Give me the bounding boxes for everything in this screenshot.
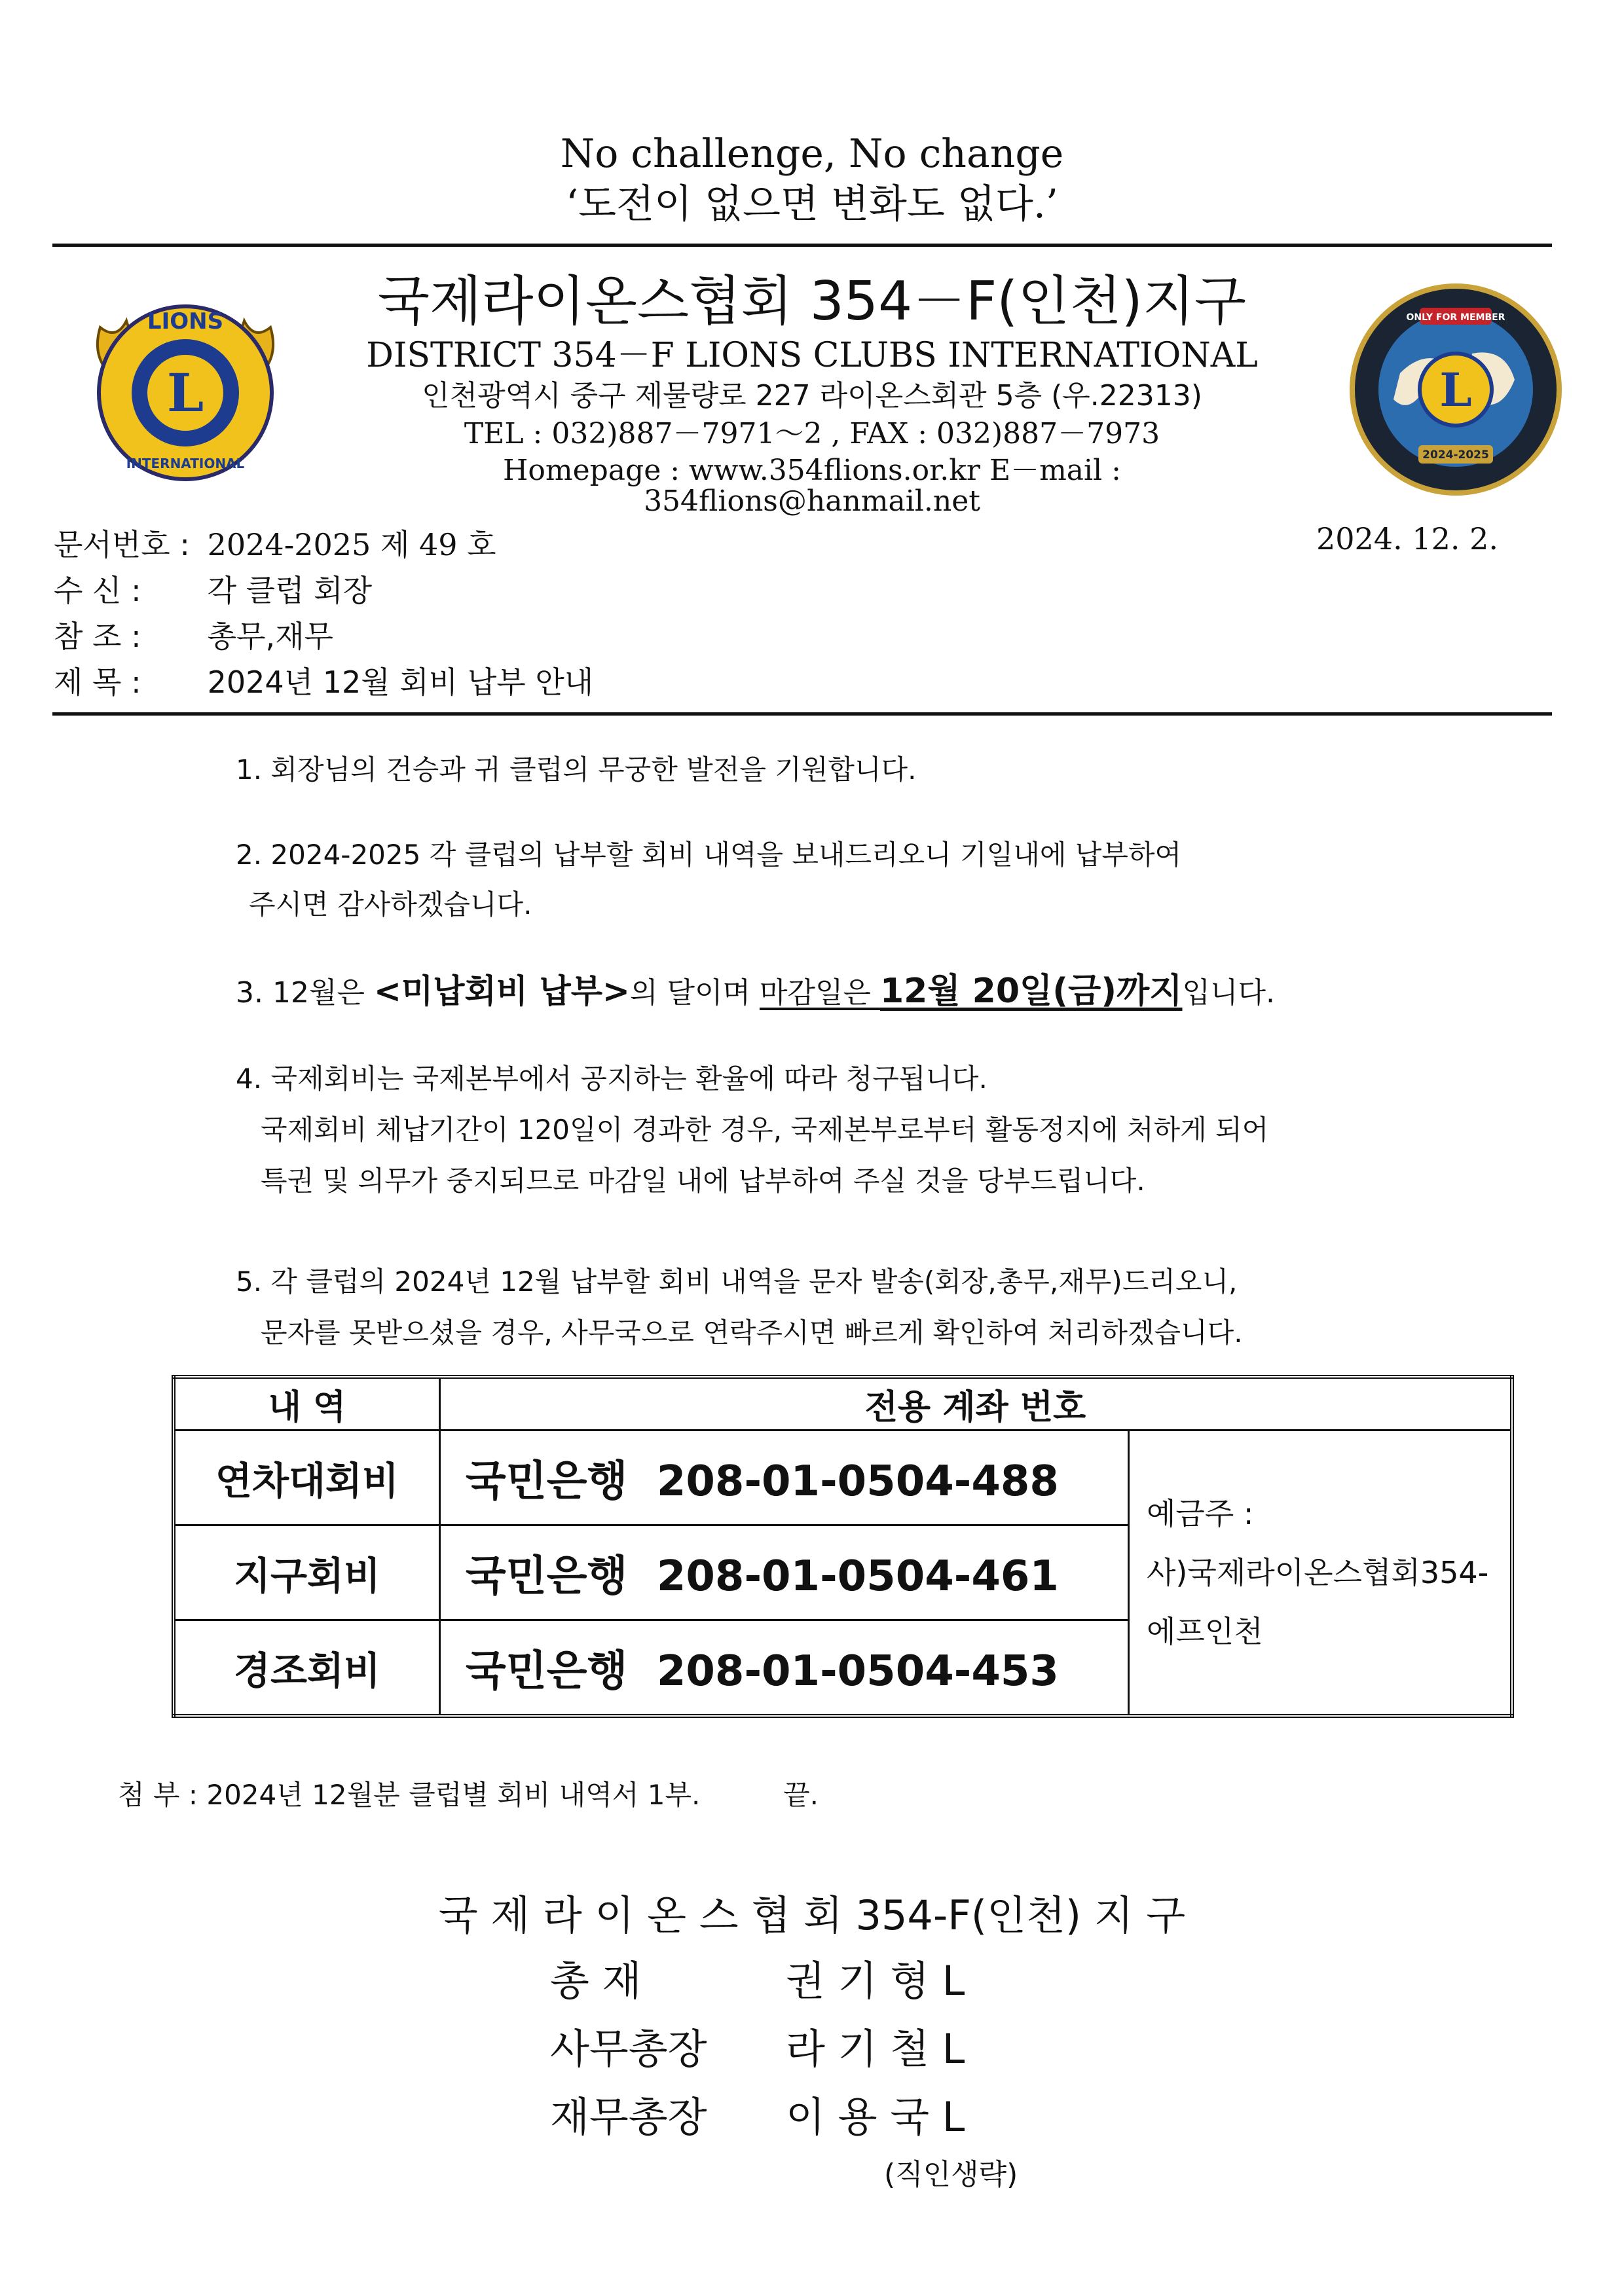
paragraph-3-deadline-label: 마감일은 bbox=[759, 976, 880, 1010]
bank-name: 국민은행 bbox=[466, 1457, 628, 1506]
doc-number-label: 문서번호 : bbox=[54, 527, 190, 562]
header-item: 내 역 bbox=[174, 1377, 440, 1430]
subject-row bbox=[54, 659, 593, 702]
paragraph-4-line-2: 국제회비 체납기간이 120일이 경과한 경우, 국제본부로부터 활동정지에 처하게 되어 bbox=[261, 1114, 1269, 1146]
header-divider bbox=[52, 712, 1552, 716]
paragraph-5-line-2: 문자를 못받으셨을 경우, 사무국으로 연락주시면 빠르게 확인하여 처리하겠습니다. bbox=[261, 1317, 1243, 1349]
account-item: 연차대회비 bbox=[174, 1430, 440, 1525]
org-email: 354flions@hanmail.net bbox=[644, 484, 980, 518]
paragraph-1: 1. 회장님의 건승과 귀 클럽의 무궁한 발전을 기원합니다. bbox=[236, 754, 917, 786]
account-number-cell bbox=[440, 1620, 1129, 1717]
paragraph-4-line-3: 특권 및 의무가 중지되므로 마감일 내에 납부하여 주실 것을 당부드립니다. bbox=[261, 1165, 1145, 1197]
district-member-seal-logo bbox=[1348, 282, 1564, 498]
signature-title: 사무총장 bbox=[550, 2025, 707, 2073]
paragraph-3-suffix: 입니다. bbox=[1182, 976, 1275, 1010]
seal-omitted-note: (직인생략) bbox=[884, 2158, 1018, 2191]
paragraph-2-line-2: 주시면 감사하겠습니다. bbox=[249, 888, 532, 920]
recipient-label: 수 신 : bbox=[54, 573, 141, 608]
slogan-korean: ‘도전이 없으면 변화도 없다.’ bbox=[566, 181, 1058, 227]
signature-name: 라 기 철 L bbox=[786, 2025, 965, 2073]
account-number: 208-01-0504-453 bbox=[656, 1647, 1059, 1696]
org-name-english: DISTRICT 354－F LIONS CLUBS INTERNATIONAL bbox=[366, 336, 1258, 375]
paragraph-3-emphasis: <미납회비 납부> bbox=[373, 972, 630, 1010]
recipient-row bbox=[54, 567, 372, 610]
paragraph-3-prefix: 3. 12월은 bbox=[236, 976, 374, 1010]
signature-title: 재무총장 bbox=[550, 2093, 707, 2141]
doc-number-row bbox=[54, 521, 496, 564]
paragraph-3-deadline: 12월 20일(금)까지 bbox=[879, 972, 1183, 1011]
signature-org: 국 제 라 이 온 스 협 회 354-F(인천) 지 구 bbox=[438, 1891, 1186, 1939]
holder-name-line-2: 에프인천 bbox=[1147, 1614, 1263, 1649]
doc-number: 2024-2025 제 49 호 bbox=[207, 527, 496, 562]
recipient: 각 클럽 회장 bbox=[207, 573, 373, 608]
account-holder-cell bbox=[1129, 1430, 1513, 1717]
svg-text:L: L bbox=[166, 362, 204, 424]
bank-name: 국민은행 bbox=[466, 1647, 628, 1696]
paragraph-4-line-1: 4. 국제회비는 국제본부에서 공지하는 환율에 따라 청구됩니다. bbox=[236, 1063, 987, 1095]
account-number: 208-01-0504-488 bbox=[656, 1457, 1059, 1506]
doc-date: 2024. 12. 2. bbox=[1316, 521, 1498, 556]
account-item: 지구회비 bbox=[174, 1525, 440, 1620]
svg-text:L: L bbox=[1439, 363, 1472, 417]
attachment-row bbox=[118, 1772, 819, 1819]
org-address: 인천광역시 중구 제물량로 227 라이온스회관 5층 (우.22313) bbox=[422, 379, 1202, 412]
subject-label: 제 목 : bbox=[54, 665, 141, 700]
paragraph-2-line-1: 2. 2024-2025 각 클럽의 납부할 회비 내역을 보내드리오니 기일내에 납부하여 bbox=[236, 839, 1182, 871]
account-item: 경조회비 bbox=[174, 1620, 440, 1717]
attachment-label: 첨 부 : bbox=[118, 1779, 198, 1811]
org-name-korean: 국제라이온스협회 354－F(인천)지구 bbox=[377, 270, 1247, 333]
paragraph-5-line-1: 5. 각 클럽의 2024년 12월 납부할 회비 내역을 문자 발송(회장,총무,재무)드리오니, bbox=[236, 1266, 1238, 1298]
lions-international-logo bbox=[77, 282, 293, 498]
account-number-cell bbox=[440, 1525, 1129, 1620]
account-table bbox=[172, 1375, 1514, 1718]
header-account: 전용 계좌 번호 bbox=[440, 1377, 1513, 1430]
reference: 총무,재무 bbox=[207, 619, 333, 654]
signature-name: 이 용 국 L bbox=[786, 2093, 965, 2141]
paragraph-3-mid: 의 달이며 bbox=[629, 976, 760, 1010]
holder-label: 예금주 : bbox=[1147, 1496, 1254, 1531]
top-divider bbox=[52, 244, 1552, 247]
subject: 2024년 12월 회비 납부 안내 bbox=[207, 665, 594, 700]
reference-label: 참 조 : bbox=[54, 619, 141, 654]
svg-text:2024-2025: 2024-2025 bbox=[1422, 448, 1489, 462]
org-tel-fax: TEL : 032)887－7971～2 , FAX : 032)887－7973 bbox=[464, 417, 1160, 450]
account-number-cell bbox=[440, 1430, 1129, 1525]
svg-text:LIONS: LIONS bbox=[147, 308, 224, 335]
attachment-text: 2024년 12월분 클럽별 회비 내역서 1부. bbox=[206, 1779, 701, 1811]
account-number: 208-01-0504-461 bbox=[656, 1552, 1059, 1601]
paragraph-3 bbox=[236, 968, 1275, 1017]
account-table-header bbox=[174, 1377, 1512, 1430]
signature-title: 총 재 bbox=[550, 1957, 642, 2005]
table-row bbox=[174, 1430, 1512, 1525]
svg-text:INTERNATIONAL: INTERNATIONAL bbox=[126, 456, 245, 471]
slogan-english: No challenge, No change bbox=[560, 131, 1064, 177]
holder-name-line-1: 사)국제라이온스협회354- bbox=[1147, 1555, 1489, 1590]
svg-text:ONLY FOR MEMBER: ONLY FOR MEMBER bbox=[1406, 312, 1505, 323]
signature-name: 권 기 형 L bbox=[786, 1957, 965, 2005]
org-homepage: Homepage : www.354flions.or.kr E－mail : bbox=[503, 454, 1121, 487]
attachment-end: 끝. bbox=[783, 1779, 819, 1811]
reference-row bbox=[54, 613, 333, 656]
bank-name: 국민은행 bbox=[466, 1552, 628, 1601]
